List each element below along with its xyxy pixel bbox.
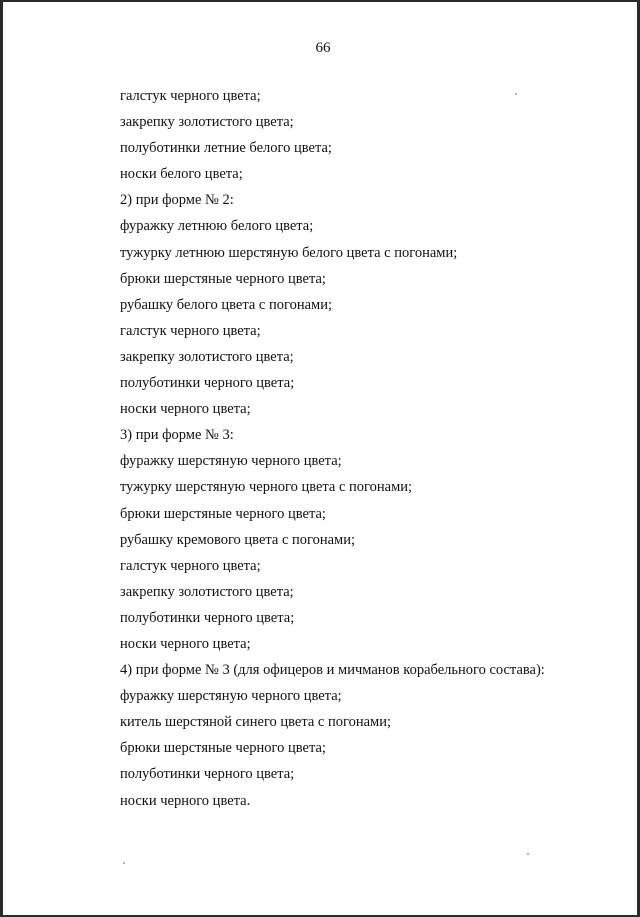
list-item: полуботинки черного цвета; bbox=[120, 609, 295, 626]
list-item: носки черного цвета. bbox=[120, 792, 251, 809]
list-item: закрепку золотистого цвета; bbox=[120, 114, 294, 131]
scan-speck bbox=[123, 862, 125, 864]
list-item: закрепку золотистого цвета; bbox=[120, 583, 294, 600]
list-item: полуботинки черного цвета; bbox=[120, 766, 295, 783]
list-item: носки белого цвета; bbox=[120, 166, 243, 183]
list-item: галстук черного цвета; bbox=[120, 322, 261, 339]
page-number: 66 bbox=[315, 40, 331, 56]
list-item: брюки шерстяные черного цвета; bbox=[120, 270, 326, 287]
list-item: брюки шерстяные черного цвета; bbox=[120, 505, 326, 522]
list-item: носки черного цвета; bbox=[120, 401, 251, 418]
list-item: брюки шерстяные черного цвета; bbox=[120, 740, 326, 757]
list-item: китель шерстяной синего цвета с погонами; bbox=[120, 714, 391, 731]
section-heading: 3) при форме № 3: bbox=[120, 427, 234, 444]
list-item: тужурку шерстяную черного цвета с погонами; bbox=[120, 479, 413, 496]
list-item: галстук черного цвета; bbox=[120, 88, 261, 104]
list-item: фуражку шерстяную черного цвета; bbox=[120, 688, 342, 705]
list-item: фуражку шерстяную черного цвета; bbox=[120, 453, 342, 470]
list-item: рубашку белого цвета с погонами; bbox=[120, 296, 332, 313]
list-item: фуражку летнюю белого цвета; bbox=[120, 218, 314, 235]
list-item: полуботинки черного цвета; bbox=[120, 375, 295, 392]
scan-speck bbox=[527, 853, 529, 855]
list-item: галстук черного цвета; bbox=[120, 557, 261, 574]
uniform-item-list bbox=[120, 83, 545, 814]
section-heading: 4) при форме № 3 (для офицеров и мичманов корабельного состава): bbox=[120, 662, 545, 679]
list-item: закрепку золотистого цвета; bbox=[120, 348, 294, 365]
list-item: полуботинки летние белого цвета; bbox=[120, 140, 332, 157]
list-item: тужурку летнюю шерстяную белого цвета с погонами; bbox=[120, 244, 458, 261]
list-item: носки черного цвета; bbox=[120, 635, 251, 652]
scan-speck bbox=[515, 93, 517, 95]
list-item: рубашку кремового цвета с погонами; bbox=[120, 531, 356, 548]
section-heading: 2) при форме № 2: bbox=[120, 192, 234, 209]
